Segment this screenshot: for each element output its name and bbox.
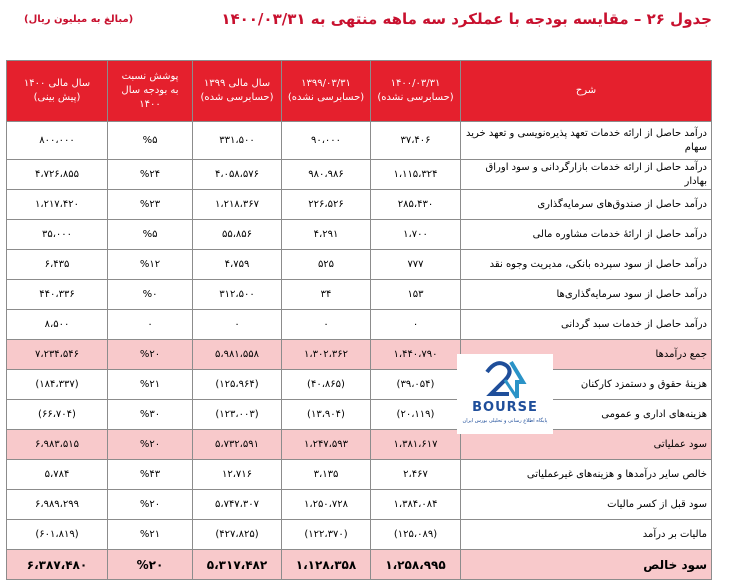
cell-c4: %۵ — [108, 220, 193, 250]
row-description: هزینۀ حقوق و دستمزد کارکنان — [461, 370, 712, 400]
row-description: سود عملیاتی — [461, 430, 712, 460]
cell-c5: ۷،۲۳۴،۵۴۶ — [7, 340, 108, 370]
row-description: هزینه‌های اداری و عمومی — [461, 400, 712, 430]
cell-c2: ۹۰،۰۰۰ — [282, 122, 371, 160]
row-description: درآمد حاصل از خدمات سبد گردانی — [461, 310, 712, 340]
cell-c4: %۲۴ — [108, 160, 193, 190]
cell-c4: %۱۲ — [108, 250, 193, 280]
cell-c1: ۷۷۷ — [371, 250, 461, 280]
header-row — [7, 61, 712, 122]
row-description: درآمد حاصل از ارائۀ خدمات مشاوره مالی — [461, 220, 712, 250]
header-col4: پوشش نسبت به بودجه سال ۱۴۰۰ — [108, 61, 193, 122]
bourse-logo-mark — [483, 358, 527, 400]
row-description: مالیات بر درآمد — [461, 520, 712, 550]
cell-c2: ۰ — [282, 310, 371, 340]
table-row — [7, 400, 712, 430]
cell-c2: ۱،۳۰۲،۳۶۲ — [282, 340, 371, 370]
cell-c5: ۴۴۰،۳۳۶ — [7, 280, 108, 310]
header-col1: ۱۴۰۰/۰۳/۳۱ (حسابرسی نشده) — [371, 61, 461, 122]
cell-c2: (۱۳،۹۰۴) — [282, 400, 371, 430]
cell-c5: (۱۸۴،۳۳۷) — [7, 370, 108, 400]
row-description: سود قبل از کسر مالیات — [461, 490, 712, 520]
cell-c4: ۰ — [108, 310, 193, 340]
cell-c5: ۸،۵۰۰ — [7, 310, 108, 340]
cell-c3: ۵۵،۸۵۶ — [193, 220, 282, 250]
cell-c1: ۱،۳۸۴،۰۸۴ — [371, 490, 461, 520]
cell-c4: %۳۰ — [108, 400, 193, 430]
cell-c3: ۵،۹۸۱،۵۵۸ — [193, 340, 282, 370]
cell-c5: ۶،۹۸۹،۲۹۹ — [7, 490, 108, 520]
cell-c3: ۵،۷۳۲،۵۹۱ — [193, 430, 282, 460]
cell-c3: ۴،۷۵۹ — [193, 250, 282, 280]
table-row — [7, 250, 712, 280]
row-description: درآمد حاصل از ارائه خدمات تعهد پذیره‌نویسی و تعهد خرید سهام — [461, 122, 712, 160]
header-col5: سال مالی ۱۴۰۰ (پیش بینی) — [7, 61, 108, 122]
cell-c5: ۶،۴۳۵ — [7, 250, 108, 280]
header-col3: سال مالی ۱۳۹۹ (حسابرسی شده) — [193, 61, 282, 122]
cell-c2: ۵۲۵ — [282, 250, 371, 280]
cell-c1: ۱،۳۸۱،۶۱۷ — [371, 430, 461, 460]
row-description: درآمد حاصل از سود سپرده بانکی، مدیریت وجوه نقد — [461, 250, 712, 280]
table-row — [7, 160, 712, 190]
cell-c3: ۴،۰۵۸،۵۷۶ — [193, 160, 282, 190]
cell-c1: (۲۰،۱۱۹) — [371, 400, 461, 430]
cell-c1: ۱،۱۱۵،۳۲۴ — [371, 160, 461, 190]
table-row — [7, 220, 712, 250]
cell-c1: ۱،۴۴۰،۷۹۰ — [371, 340, 461, 370]
table-row — [7, 370, 712, 400]
header-desc: شرح — [461, 61, 712, 122]
cell-c3: ۵،۷۴۷،۳۰۷ — [193, 490, 282, 520]
table-row — [7, 460, 712, 490]
cell-c2: ۱،۲۴۷،۵۹۳ — [282, 430, 371, 460]
row-description: درآمد حاصل از ارائه خدمات بازارگردانی و سود اوراق بهادار — [461, 160, 712, 190]
logo-wordmark: BOURSE — [472, 400, 538, 415]
header-col2: ۱۳۹۹/۰۳/۳۱ (حسابرسی نشده) — [282, 61, 371, 122]
table-row — [7, 310, 712, 340]
cell-c2: ۱،۱۲۸،۳۵۸ — [282, 550, 371, 580]
cell-c5: (۶۶،۷۰۴) — [7, 400, 108, 430]
cell-c4: %۵ — [108, 122, 193, 160]
cell-c4: %۲۳ — [108, 190, 193, 220]
table-row — [7, 122, 712, 160]
cell-c5: ۱،۲۱۷،۴۲۰ — [7, 190, 108, 220]
cell-c3: ۰ — [193, 310, 282, 340]
logo-tagline: پایگاه اطلاع رسانی و تحلیلی بورس ایران — [462, 418, 548, 424]
cell-c2: ۱،۲۵۰،۷۲۸ — [282, 490, 371, 520]
cell-c2: ۳۴ — [282, 280, 371, 310]
cell-c3: ۵،۳۱۷،۴۸۲ — [193, 550, 282, 580]
cell-c2: (۱۲۲،۳۷۰) — [282, 520, 371, 550]
table-row — [7, 430, 712, 460]
cell-c2: ۲۲۶،۵۲۶ — [282, 190, 371, 220]
bourse-logo — [457, 354, 553, 434]
cell-c4: %۲۰ — [108, 550, 193, 580]
cell-c5: (۶۰۱،۸۱۹) — [7, 520, 108, 550]
cell-c4: %۰ — [108, 280, 193, 310]
table-row — [7, 190, 712, 220]
budget-comparison-table — [6, 60, 712, 580]
cell-c5: ۵،۷۸۴ — [7, 460, 108, 490]
row-description: درآمد حاصل از صندوق‌های سرمایه‌گذاری — [461, 190, 712, 220]
cell-c5: ۳۵،۰۰۰ — [7, 220, 108, 250]
cell-c2: (۴۰،۸۶۵) — [282, 370, 371, 400]
cell-c3: (۱۲۵،۹۶۴) — [193, 370, 282, 400]
table-row — [7, 340, 712, 370]
cell-c3: ۱،۲۱۸،۳۶۷ — [193, 190, 282, 220]
cell-c1: (۳۹،۰۵۴) — [371, 370, 461, 400]
row-description: درآمد حاصل از سود سرمایه‌گذاری‌ها — [461, 280, 712, 310]
table-body — [7, 122, 712, 580]
cell-c4: %۲۰ — [108, 490, 193, 520]
cell-c1: ۰ — [371, 310, 461, 340]
cell-c3: (۴۲۷،۸۲۵) — [193, 520, 282, 550]
cell-c2: ۳،۱۳۵ — [282, 460, 371, 490]
cell-c1: ۱،۷۰۰ — [371, 220, 461, 250]
row-description: جمع درآمدها — [461, 340, 712, 370]
cell-c1: ۱۵۳ — [371, 280, 461, 310]
cell-c5: ۶،۳۸۷،۴۸۰ — [7, 550, 108, 580]
cell-c4: %۲۰ — [108, 340, 193, 370]
cell-c1: ۱،۲۵۸،۹۹۵ — [371, 550, 461, 580]
table-row — [7, 550, 712, 580]
row-description: خالص سایر درآمدها و هزینه‌های غیرعملیاتی — [461, 460, 712, 490]
cell-c4: %۲۱ — [108, 520, 193, 550]
table-row — [7, 280, 712, 310]
cell-c5: ۸۰۰،۰۰۰ — [7, 122, 108, 160]
table-row — [7, 520, 712, 550]
table-title: جدول ۲۶ – مقایسه بودجه با عملکرد سه ماهه منتهی به ۱۴۰۰/۰۳/۳۱ — [221, 10, 712, 28]
cell-c3: ۳۱۲،۵۰۰ — [193, 280, 282, 310]
row-description: سود خالص — [461, 550, 712, 580]
cell-c1: ۲،۴۶۷ — [371, 460, 461, 490]
cell-c1: ۳۷،۴۰۶ — [371, 122, 461, 160]
cell-c1: ۲۸۵،۴۳۰ — [371, 190, 461, 220]
cell-c2: ۴،۲۹۱ — [282, 220, 371, 250]
table-row — [7, 490, 712, 520]
unit-note: (مبالغ به میلیون ریال) — [24, 14, 134, 25]
cell-c2: ۹۸۰،۹۸۶ — [282, 160, 371, 190]
cell-c4: %۴۳ — [108, 460, 193, 490]
cell-c5: ۴،۷۲۶،۸۵۵ — [7, 160, 108, 190]
cell-c1: (۱۲۵،۰۸۹) — [371, 520, 461, 550]
cell-c4: %۲۱ — [108, 370, 193, 400]
cell-c5: ۶،۹۸۳،۵۱۵ — [7, 430, 108, 460]
cell-c3: (۱۲۳،۰۰۳) — [193, 400, 282, 430]
cell-c3: ۱۲،۷۱۶ — [193, 460, 282, 490]
cell-c3: ۳۳۱،۵۰۰ — [193, 122, 282, 160]
cell-c4: %۲۰ — [108, 430, 193, 460]
